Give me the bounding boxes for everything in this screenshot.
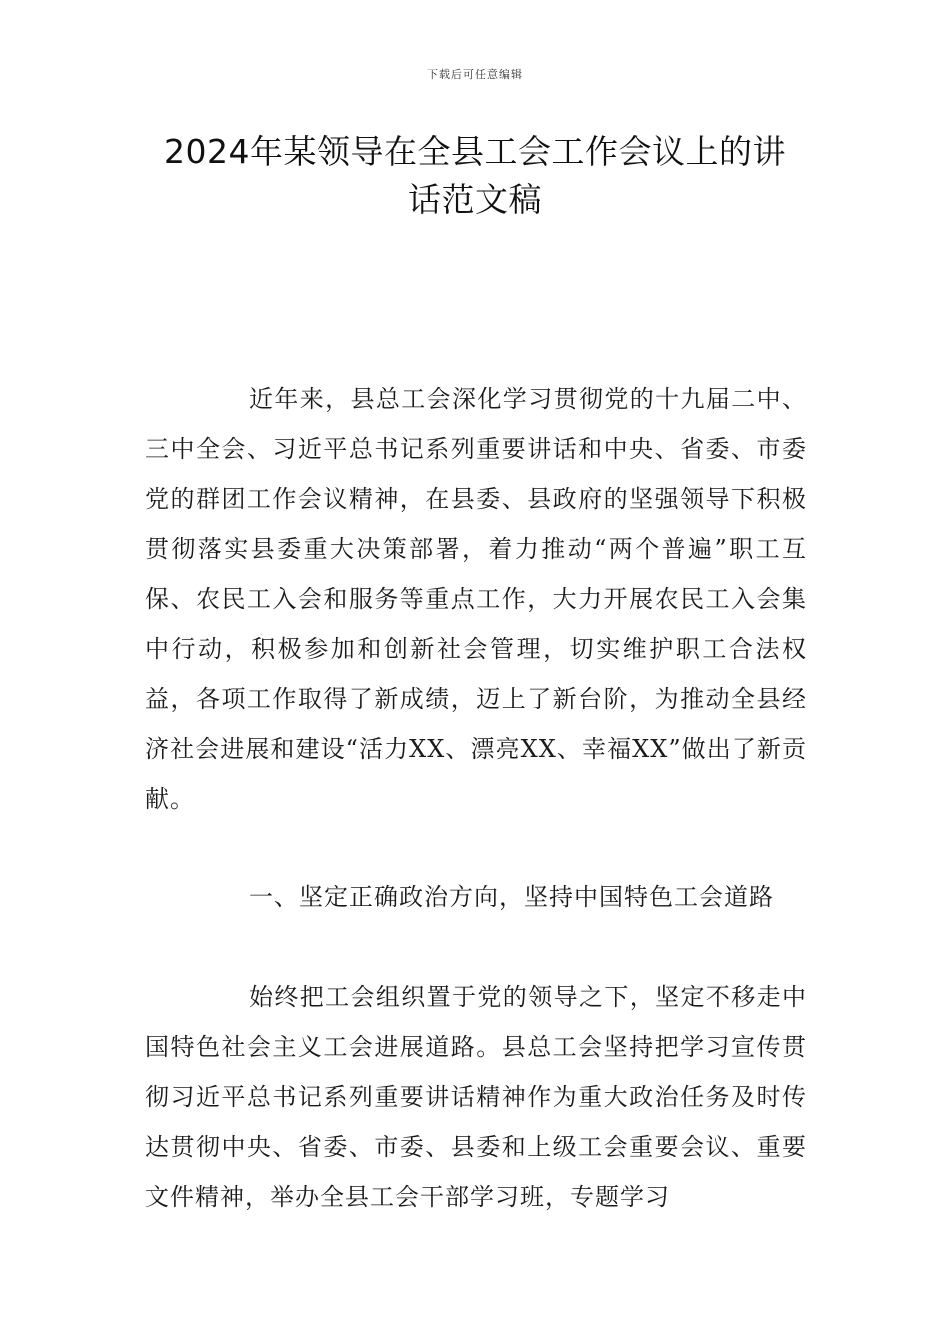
header-note: 下载后可任意编辑: [427, 68, 523, 81]
paragraph-section-1: 始终把工会组织置于党的领导之下，坚定不移走中国特色社会主义工会进展道路。县总工会坚持把学习宣传贯彻习近平总书记系列重要讲话精神作为重大政治任务及时传达贯彻中央、省委、市委、县委和上级工会重要会议、重要文件精神，举办全县工会干部学习班，专题学习: [145, 983, 807, 1211]
section-heading-1: 一、坚定正确政治方向，坚持中国特色工会道路: [249, 883, 774, 911]
paragraph-intro: 近年来，县总工会深化学习贯彻党的十九届二中、三中全会、习近平总书记系列重要讲话和中央、省委、市委党的群团工作会议精神，在县委、县政府的坚强领导下积极贯彻落实县委重大决策部署，着力推动“两个普遍”职工互保、农民工入会和服务等重点工作，大力开展农民工入会集中行动，积极参加和创新社会管理，切实维护职工合法权益，各项工作取得了新成绩，迈上了新台阶，为推动全县经济社会进展和建设“活力XX、漂亮XX、幸福XX”做出了新贡献。: [145, 385, 807, 813]
title-line-2: 话范文稿: [408, 180, 542, 219]
document-title: [145, 128, 805, 224]
title-line-1: 2024年某领导在全县工会工作会议上的讲: [164, 132, 786, 171]
